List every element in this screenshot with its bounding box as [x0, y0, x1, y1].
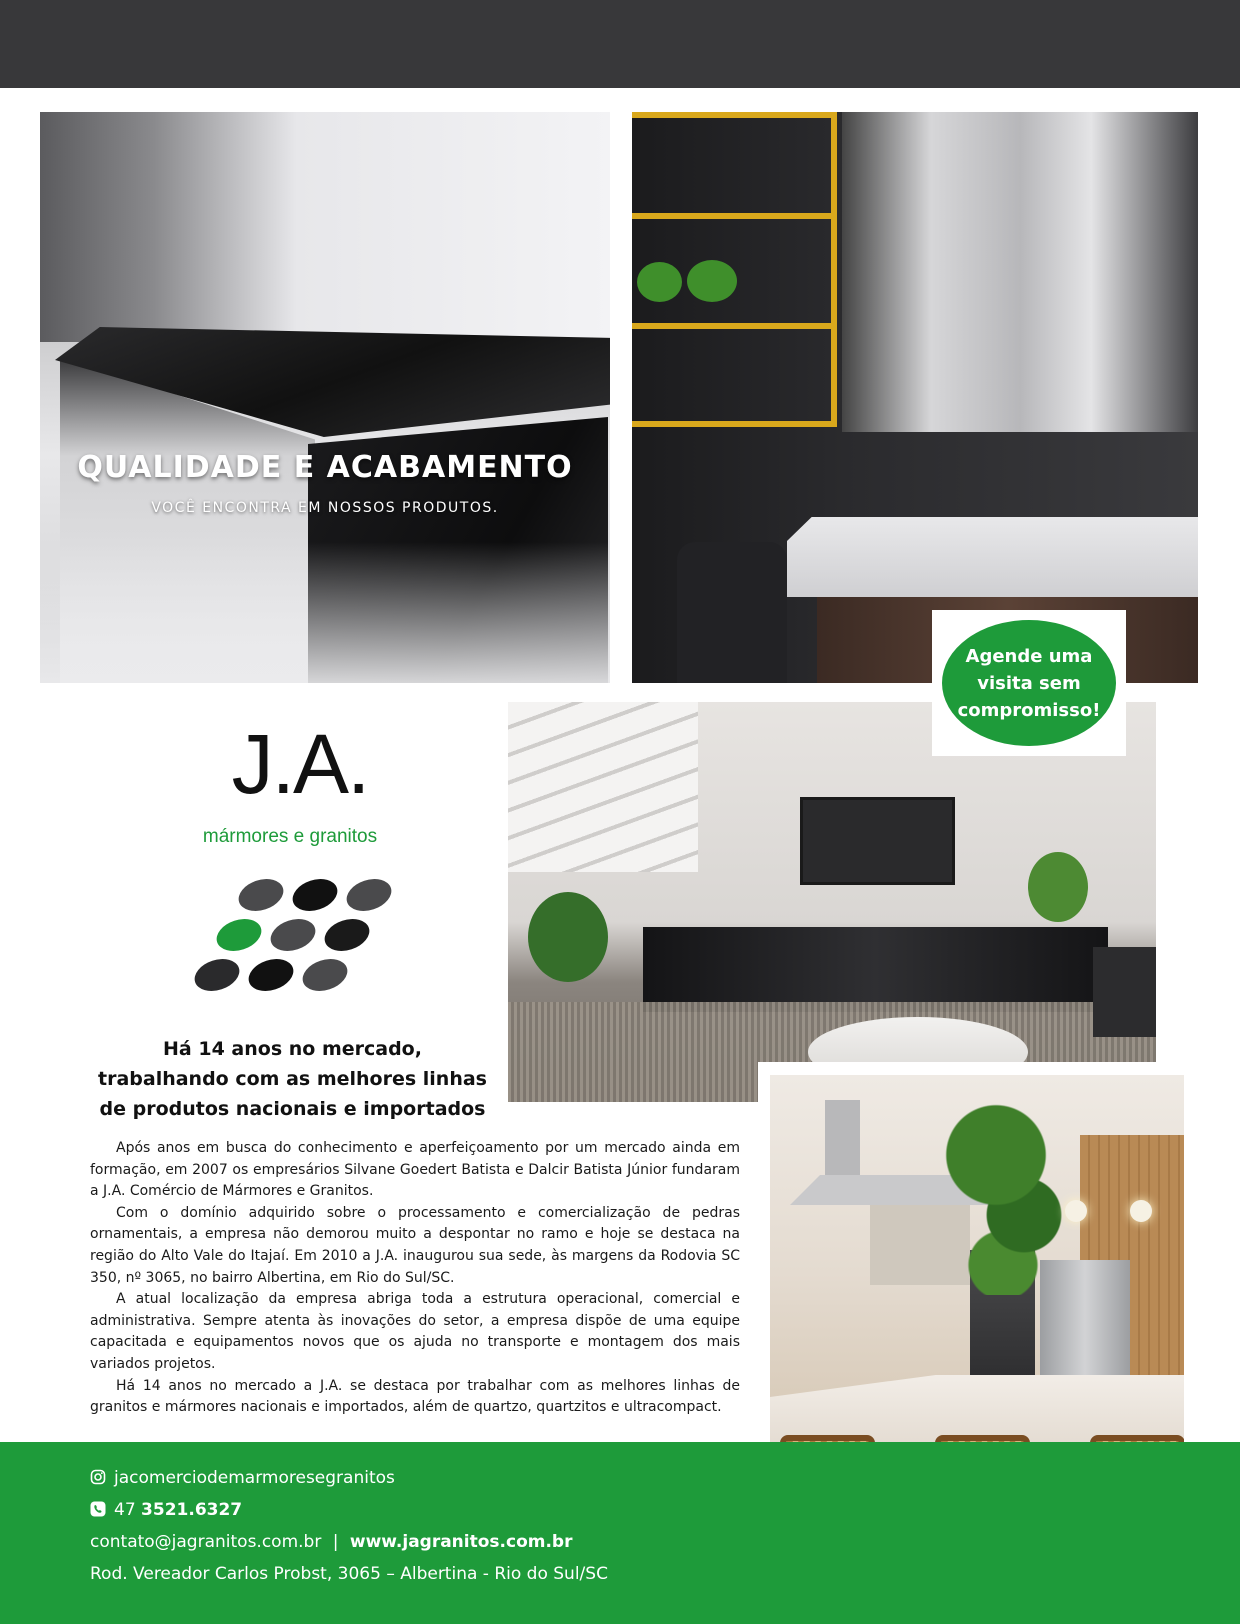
logo-tagline: mármores e granitos — [202, 826, 378, 847]
whatsapp-icon — [90, 1501, 106, 1517]
hero-subtitle: VOCÊ ENCONTRA EM NOSSOS PRODUTOS. — [151, 500, 499, 516]
website-link[interactable]: www.jagranitos.com.br — [349, 1532, 573, 1552]
email-web-line — [90, 1532, 572, 1552]
phone-number[interactable]: 3521.6327 — [141, 1500, 243, 1520]
address-line: Rod. Vereador Carlos Probst, 3065 – Albertina - Rio do Sul/SC — [90, 1564, 608, 1584]
company-headline: Há 14 anos no mercado, trabalhando com as melhores linhas de produtos nacionais e importados — [98, 1038, 487, 1120]
history-paragraph: Com o domínio adquirido sobre o processamento e comercialização de pedras ornamentais, a empresa não demorou muito a despontar no ramo e hoje se destaca na região do Alto Vale do Itajaí. Em 2010 a J.A. inaugurou sua sede, às margens da Rodovia SC 350, nº 3065, no bairro Albertina, em Rio do Sul/SC. — [90, 1204, 740, 1286]
instagram-handle[interactable]: jacomerciodemarmoresegranitos — [114, 1468, 395, 1488]
visit-cta-text: Agende uma visita sem compromisso! — [942, 620, 1116, 746]
history-paragraph: Há 14 anos no mercado a J.A. se destaca por trabalhar com as melhores linhas de granitos e mármores nacionais e importados, além de quartzo, quartzitos e ultracompact. — [90, 1377, 740, 1416]
company-history-text — [90, 1138, 740, 1419]
kitchen-island-photo — [40, 112, 610, 683]
living-room-photo — [508, 702, 1156, 1102]
email-link[interactable]: contato@jagranitos.com.br — [90, 1532, 322, 1552]
logo-wordmark: J.A. — [231, 717, 369, 811]
hero-title: QUALIDADE E ACABAMENTO — [77, 450, 573, 485]
visit-cta-badge — [932, 610, 1126, 756]
separator: | — [332, 1532, 339, 1552]
history-paragraph: A atual localização da empresa abriga toda a estrutura operacional, comercial e administrativa. Sempre atenta às inovações do setor, a empresa dispõe de uma equipe capacitada e equipamentos novos que os ajuda no transporte e montagem dos mais variados projetos. — [90, 1291, 740, 1372]
instagram-icon — [90, 1469, 106, 1485]
bathroom-photo — [632, 112, 1198, 683]
history-paragraph: Após anos em busca do conhecimento e aperfeiçoamento por um mercado ainda em formação, em 2007 os empresários Silvane Goedert Batista e Dalcir Batista Júnior fundaram a J.A. Comércio de Mármores e Granitos. — [90, 1140, 740, 1200]
top-bar — [0, 0, 1240, 88]
instagram-line — [90, 1468, 395, 1488]
phone-area-code: 47 — [114, 1500, 136, 1520]
phone-line — [90, 1500, 242, 1520]
